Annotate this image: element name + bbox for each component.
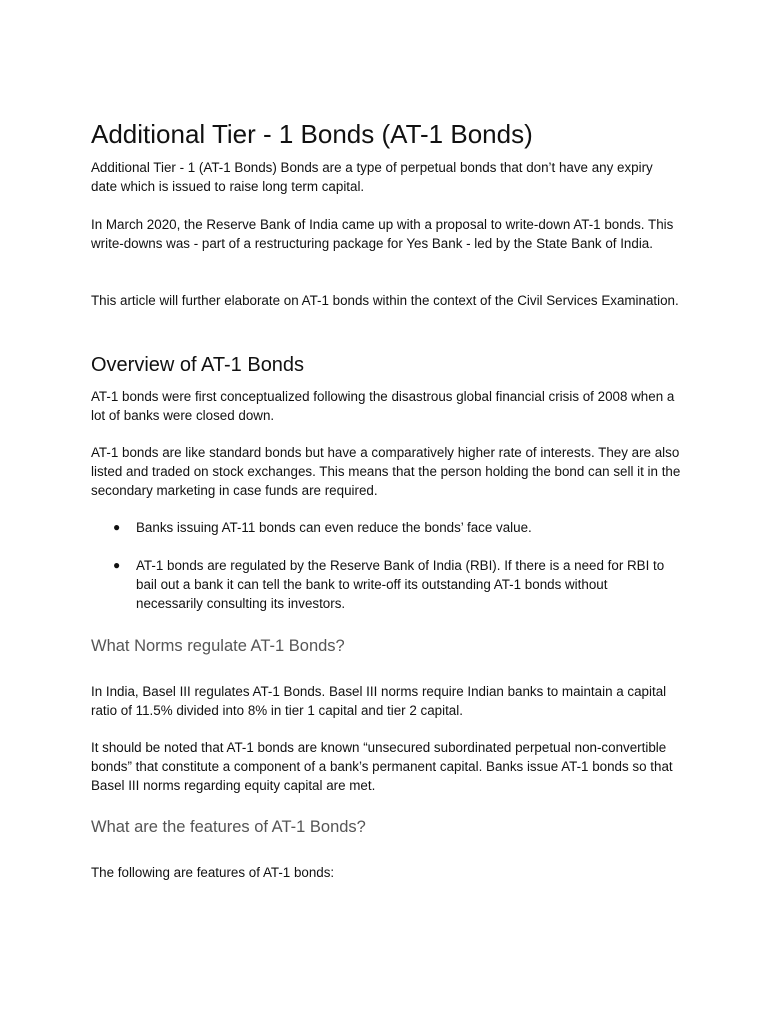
list-item-text: AT-1 bonds are regulated by the Reserve Bank of India (RBI). If there is a need for RBI to bail out a bank it can tell the bank to write-off its outstanding AT-1 bonds without necessarily consulting its investors. (136, 558, 665, 611)
intro-paragraph-3: This article will further elaborate on AT-1 bonds within the context of the Civil Services Examination. (91, 293, 679, 308)
list-item-text: Banks issuing AT-11 bonds can even reduce the bonds’ face value. (136, 520, 532, 535)
features-paragraph-1: The following are features of AT-1 bonds: (91, 865, 335, 880)
norms-heading: What Norms regulate AT-1 Bonds? (91, 637, 345, 655)
overview-paragraph-2: AT-1 bonds are like standard bonds but have a comparatively higher rate of interests. They are also listed and traded on stock exchanges. This means that the person holding the bond can sell it in the secondary marketing in case funds are required. (91, 445, 681, 498)
page-title: Additional Tier - 1 Bonds (AT-1 Bonds) (91, 119, 533, 149)
norms-paragraph-2: It should be noted that AT-1 bonds are known “unsecured subordinated perpetual non-convertible bonds” that constitute a component of a bank’s permanent capital. Banks issue AT-1 bonds so that Basel III norms regarding equity capital are met. (91, 740, 673, 793)
intro-paragraph-2: In March 2020, the Reserve Bank of India came up with a proposal to write-down AT-1 bonds. This write-downs was - part of a restructuring package for Yes Bank - led by the State Bank of India. (91, 217, 674, 251)
overview-heading: Overview of AT-1 Bonds (91, 354, 305, 376)
bullet-icon: ● (113, 520, 121, 534)
norms-paragraph-1: In India, Basel III regulates AT-1 Bonds. Basel III norms require Indian banks to maintain a capital ratio of 11.5% divided into 8% in tier 1 capital and tier 2 capital. (91, 684, 667, 718)
bullet-icon: ● (113, 558, 121, 572)
features-heading: What are the features of AT-1 Bonds? (91, 818, 366, 836)
overview-paragraph-1: AT-1 bonds were first conceptualized following the disastrous global financial crisis of 2008 when a lot of banks were closed down. (91, 389, 675, 423)
intro-paragraph-1: Additional Tier - 1 (AT-1 Bonds) Bonds are a type of perpetual bonds that don’t have any expiry date which is issued to raise long term capital. (91, 160, 653, 194)
